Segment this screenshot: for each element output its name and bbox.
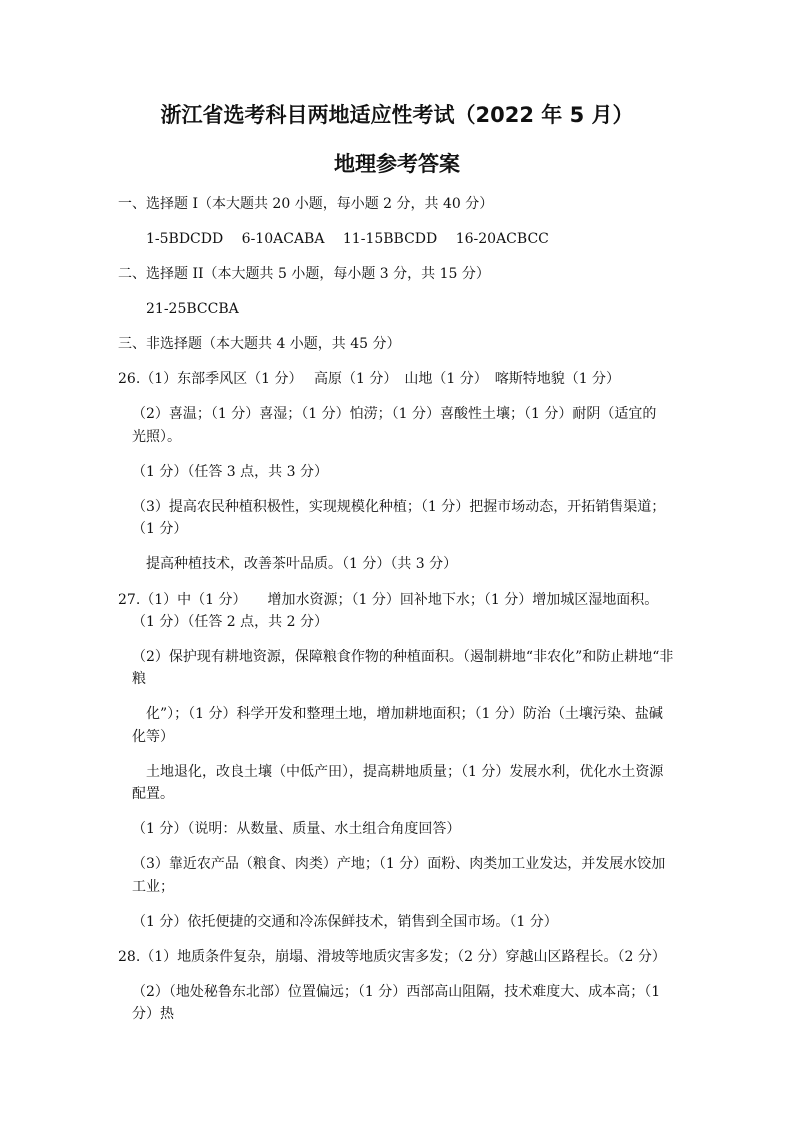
answer-line: 21-25BCCBA [146,301,239,317]
question-26-line: 26.（1）东部季风区（1 分） 高原（1 分） 山地（1 分） 喀斯特地貌（1 分） [118,371,621,387]
page-subtitle: 地理参考答案 [334,152,460,176]
question-27-line: 粮 [132,671,146,687]
question-26-line: （1 分） [132,521,188,537]
question-27-line: 配置。 [132,786,174,802]
question-27-line: （1 分）（说明：从数量、质量、水土组合角度回答） [132,821,461,837]
question-27-line: （2）保护现有耕地资源，保障粮食作物的种植面积。（遏制耕地“非农化”和防止耕地“非 [132,649,674,665]
question-27-line: 工业； [132,879,174,895]
question-27-line: 土地退化，改良土壤（中低产田），提高耕地质量；（1 分）发展水利，优化水土资源 [146,764,664,780]
question-27-line: 化”）；（1 分）科学开发和整理土地，增加耕地面积；（1 分）防治（土壤污染、盐碱 [146,706,663,722]
page-title: 浙江省选考科目两地适应性考试（2022 年 5 月） [160,103,634,127]
question-27-line: 化等） [132,729,174,745]
answer-line: 1-5BDCDD 6-10ACABA 11-15BBCDD 16-20ACBCC [146,231,549,247]
section-heading-3: 三、非选择题（本大题共 4 小题，共 45 分） [118,336,401,352]
section-heading-1: 一、选择题 I（本大题共 20 小题，每小题 2 分，共 40 分） [118,196,494,212]
question-28-line: 分）热 [132,1006,174,1022]
question-28-line: （2）（地处秘鲁东北部）位置偏远；（1 分）西部高山阻隔，技术难度大、成本高；（1 [132,984,661,1000]
question-26-line: 光照）。 [132,429,181,445]
question-26-line: 提高种植技术，改善茶叶品质。（1 分）（共 3 分） [146,556,458,572]
question-27-line: （1 分）（任答 2 点，共 2 分） [132,614,328,630]
question-26-line: （1 分）（任答 3 点，共 3 分） [132,464,328,480]
section-heading-2: 二、选择题 II（本大题共 5 小题，每小题 3 分，共 15 分） [118,266,490,282]
question-27-line: （3）靠近农产品（粮食、肉类）产地；（1 分）面粉、肉类加工业发达，并发展水饺加 [132,856,666,872]
question-26-line: （3）提高农民种植积极性，实现规模化种植；（1 分）把握市场动态，开拓销售渠道； [132,499,666,515]
question-28-line: 28.（1）地质条件复杂，崩塌、滑坡等地质灾害多发；（2 分）穿越山区路程长。（2 分） [118,949,666,965]
question-27-line: （1 分）依托便捷的交通和冷冻保鲜技术，销售到全国市场。（1 分） [132,914,558,930]
question-27-line: 27.（1）中（1 分） 增加水资源；（1 分）回补地下水；（1 分）增加城区湿地面积。 [118,592,659,608]
question-26-line: （2）喜温；（1 分）喜湿；（1 分）怕涝；（1 分）喜酸性土壤；（1 分）耐阴（适宜的 [132,406,657,422]
